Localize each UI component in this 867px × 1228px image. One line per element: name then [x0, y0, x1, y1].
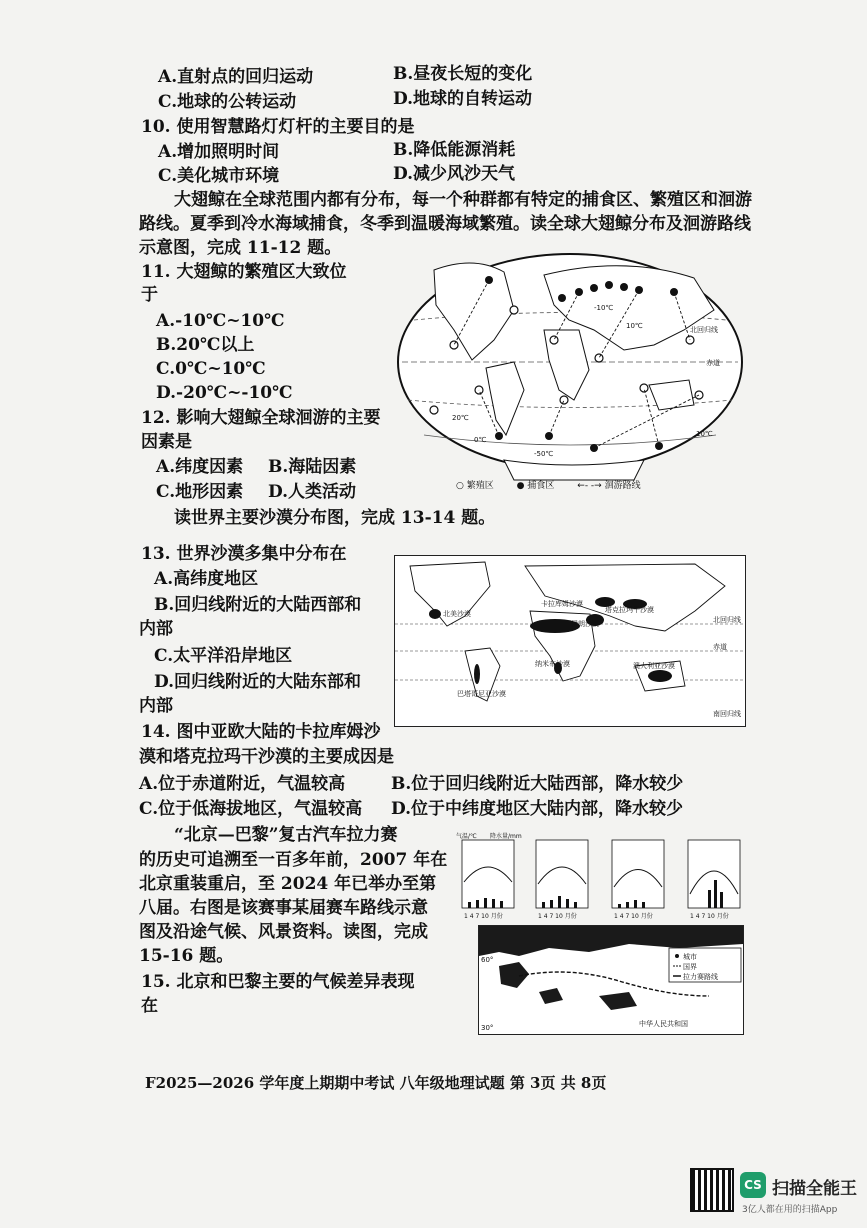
scanner-brand-name: 扫描全能王 [772, 1179, 857, 1199]
month-axis-label: 1 4 7 10 月份 [464, 913, 503, 920]
breeding-legend-icon: ○ [456, 481, 464, 491]
scanner-brand-tagline: 3亿人都在用的扫描App [742, 1205, 838, 1215]
q11-option-a: A.-10℃~10℃ [156, 311, 285, 331]
q9-option-b: B.昼夜长短的变化 [393, 64, 533, 84]
q10-option-d: D.减少风沙天气 [393, 164, 516, 184]
north-america-desert-label: 北美沙漠 [443, 610, 471, 618]
q10-option-b: B.降低能源消耗 [393, 140, 516, 160]
feeding-legend-icon: ● [516, 481, 525, 491]
scanner-watermark [690, 1168, 860, 1220]
q11-option-c: C.0℃~10℃ [156, 359, 266, 379]
camscanner-logo: CS [740, 1172, 766, 1198]
q13-option-c: C.太平洋沿岸地区 [154, 646, 293, 666]
isotherm-0-label: 0℃ [474, 436, 487, 444]
border-legend-label: 国界 [683, 963, 697, 971]
city-legend-label: 城市 [683, 953, 697, 961]
rain-axis-label: 降水量/mm [490, 833, 522, 840]
north-tropic-label: 北回归线 [713, 616, 741, 624]
australia-desert-label: 澳大利亚沙漠 [633, 662, 675, 670]
q13-stem: 13. 世界沙漠多集中分布在 [141, 544, 347, 564]
q11-stem-1: 11. 大翅鲸的繁殖区大致位 [141, 262, 347, 282]
feeding-legend-label: 捕食区 [527, 481, 555, 491]
q15-stem-1: 15. 北京和巴黎主要的气候差异表现 [141, 972, 415, 992]
isotherm-10-label: 10℃ [626, 322, 643, 330]
taklamakan-desert-label: 塔克拉玛干沙漠 [605, 606, 654, 614]
qr-code-icon [690, 1168, 734, 1212]
rally-intro-2: 的历史可追溯至一百多年前，2007 年在 [139, 850, 448, 870]
isotherm-south-10-label: 10℃ [696, 430, 713, 438]
patagonia-desert-label: 巴塔哥尼亚沙漠 [457, 690, 506, 698]
q10-option-c: C.美化城市环境 [158, 166, 280, 186]
month-axis-label-4: 1 4 7 10 月份 [690, 913, 729, 920]
q14-stem-2: 漠和塔克拉玛干沙漠的主要成因是 [139, 747, 394, 767]
q9-option-a: A.直射点的回归运动 [158, 67, 314, 87]
isotherm-20-label: 20℃ [452, 414, 469, 422]
route-legend-label: 洄游路线 [604, 481, 641, 491]
lat-60-label: 60° [481, 956, 494, 964]
desert-equator-label: 赤道 [713, 643, 727, 651]
q14-option-a: A.位于赤道附近，气温较高 [139, 774, 346, 794]
climate-chart-4 [688, 840, 740, 908]
q13-option-d-1: D.回归线附近的大陆东部和 [154, 672, 362, 692]
q10-option-a: A.增加照明时间 [158, 142, 280, 162]
south-tropic-label: 南回归线 [713, 710, 741, 718]
breeding-legend-label: 繁殖区 [466, 481, 494, 491]
rally-intro-4: 八届。右图是该赛事某届赛车路线示意 [139, 898, 428, 918]
q15-stem-2: 在 [141, 996, 158, 1016]
q13-option-b-2: 内部 [139, 619, 173, 639]
namib-desert-label: 纳米布沙漠 [535, 660, 570, 668]
temp-axis-label: 气温/℃ [456, 833, 477, 840]
q12-option-a: A.纬度因素 [156, 457, 244, 477]
q9-option-d: D.地球的自转运动 [393, 89, 533, 109]
desert-intro: 读世界主要沙漠分布图，完成 13-14 题。 [174, 508, 496, 528]
climate-chart-2 [536, 840, 588, 908]
page-footer: F2025—2026 学年度上期期中考试 八年级地理试题 第 3页 共 8页 [145, 1074, 607, 1092]
china-label: 中华人民共和国 [639, 1020, 688, 1028]
q14-option-d: D.位于中纬度地区大陆内部，降水较少 [391, 799, 684, 819]
q12-option-b: B.海陆因素 [268, 457, 357, 477]
q12-stem-2: 因素是 [141, 432, 192, 452]
world-desert-map [394, 555, 746, 727]
route-legend-label-rally: 拉力赛路线 [683, 973, 718, 981]
climate-chart-1 [462, 840, 514, 908]
lat-30-label: 30° [481, 1024, 494, 1032]
q12-option-c: C.地形因素 [156, 482, 244, 502]
rally-route-map [478, 925, 744, 1035]
rally-intro-3: 北京重装重启，至 2024 年已举办至第 [139, 874, 437, 894]
whale-intro-line-2: 路线。夏季到冷水海域捕食，冬季到温暖海域繁殖。读全球大翅鲸分布及洄游路线 [139, 214, 751, 234]
rally-intro-1: “北京—巴黎”复古汽车拉力赛 [174, 825, 398, 845]
q12-stem-1: 12. 影响大翅鲸全球洄游的主要 [141, 408, 381, 428]
rally-intro-6: 15-16 题。 [139, 946, 234, 966]
route-legend-icon: ←- -→ [577, 481, 602, 491]
climate-charts [454, 832, 748, 924]
whale-map-legend [456, 478, 641, 491]
month-axis-label-2: 1 4 7 10 月份 [538, 913, 577, 920]
whale-migration-map [394, 250, 746, 495]
q11-option-b: B.20℃以上 [156, 335, 255, 355]
isotherm-neg50-label: -50℃ [534, 450, 554, 458]
isotherm-neg10-label: -10℃ [594, 304, 614, 312]
q13-option-d-2: 内部 [139, 696, 173, 716]
whale-intro-line-1: 大翅鲸在全球范围内都有分布，每一个种群都有特定的捕食区、繁殖区和洄游 [174, 190, 752, 210]
q14-option-b: B.位于回归线附近大陆西部，降水较少 [391, 774, 684, 794]
q10-stem: 10. 使用智慧路灯灯杆的主要目的是 [141, 117, 415, 137]
climate-chart-3 [612, 840, 664, 908]
month-axis-label-3: 1 4 7 10 月份 [614, 913, 653, 920]
q11-stem-2: 于 [141, 285, 158, 305]
tropic-label: 北回归线 [690, 326, 718, 334]
q14-stem-1: 14. 图中亚欧大陆的卡拉库姆沙 [141, 722, 381, 742]
iran-desert-label: 伊朗沙漠 [571, 620, 599, 628]
q12-option-d: D.人类活动 [268, 482, 357, 502]
q9-option-c: C.地球的公转运动 [158, 92, 297, 112]
q13-option-b-1: B.回归线附近的大陆西部和 [154, 595, 362, 615]
karakum-desert-label: 卡拉库姆沙漠 [541, 600, 583, 608]
q13-option-a: A.高纬度地区 [154, 569, 259, 589]
whale-intro-line-3: 示意图，完成 11-12 题。 [139, 238, 342, 258]
rally-intro-5: 图及沿途气候、风景资料。读图，完成 [139, 922, 428, 942]
q14-option-c: C.位于低海拔地区，气温较高 [139, 799, 363, 819]
equator-label: 赤道 [706, 359, 720, 367]
q11-option-d: D.-20℃~-10℃ [156, 383, 293, 403]
